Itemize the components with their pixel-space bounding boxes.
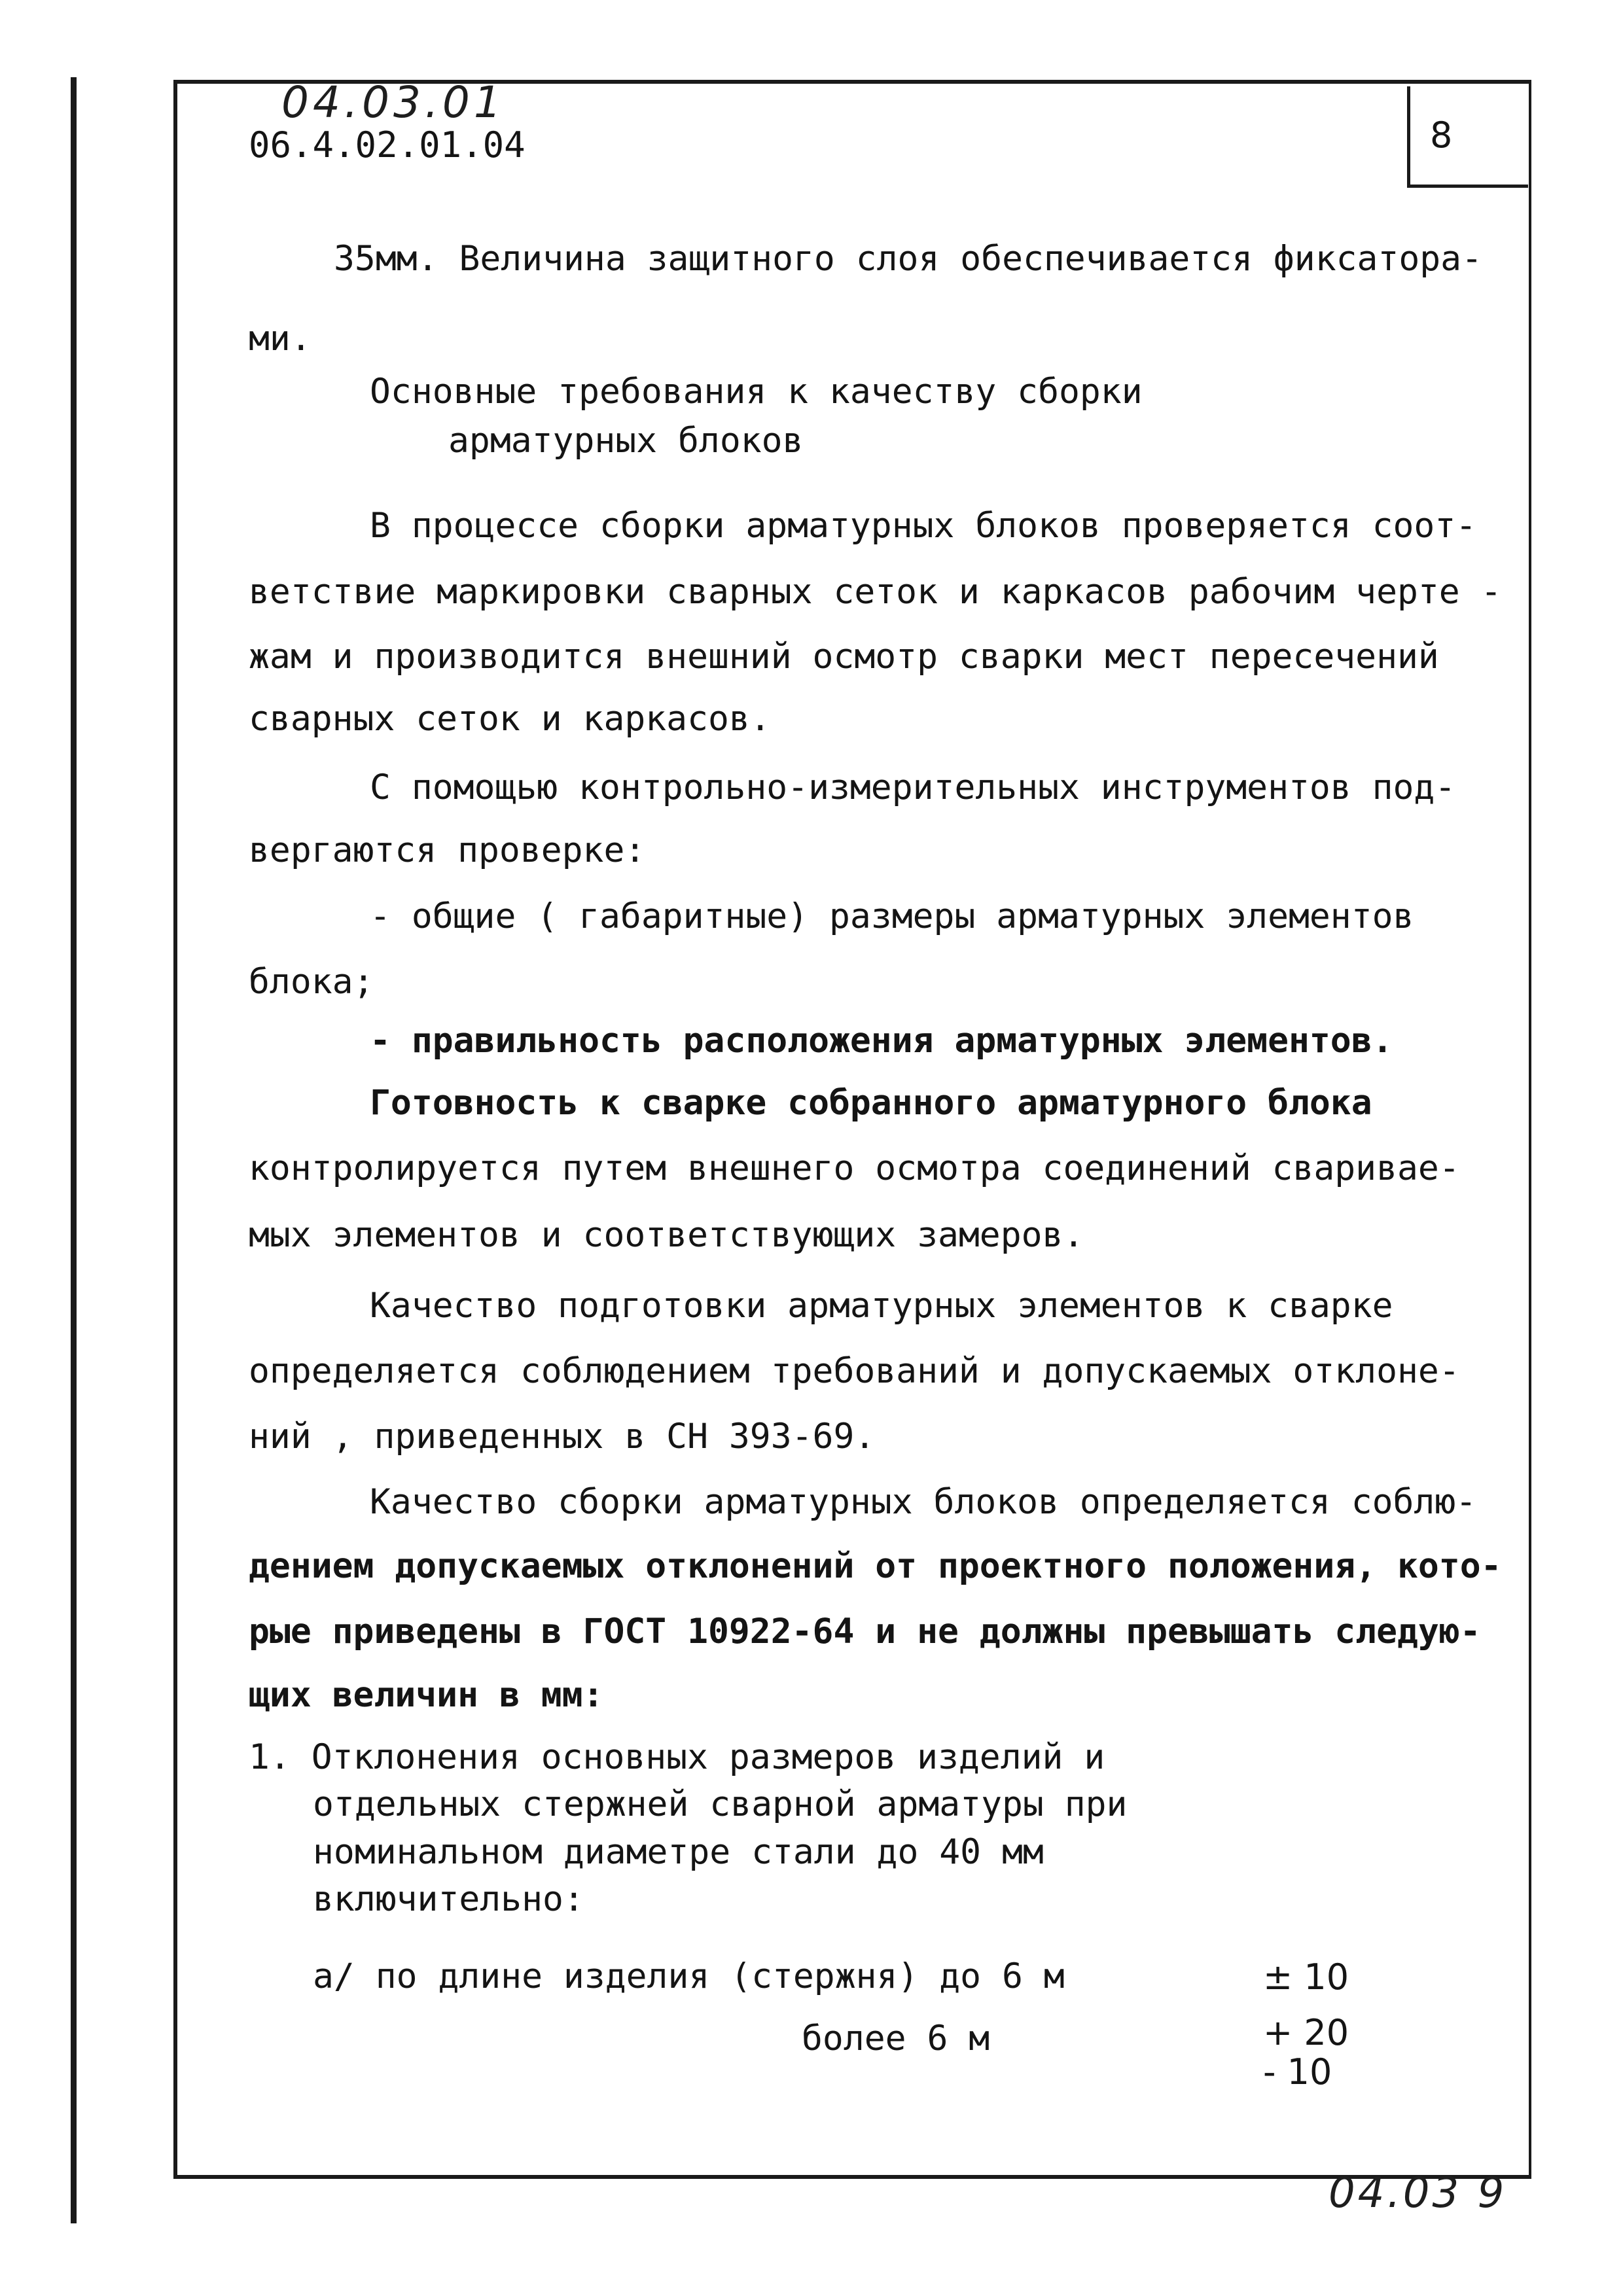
page-number-box	[1407, 86, 1528, 188]
list-item: - правильность расположения арматурных элементов.	[370, 1021, 1393, 1061]
tolerance-value-minus: - 10	[1263, 2051, 1332, 2093]
text-line: мых элементов и соответствующих замеров.	[249, 1215, 1084, 1255]
text-line: щих величин в мм:	[249, 1675, 604, 1715]
text-line: ний , приведенных в СН 393-69.	[249, 1417, 876, 1457]
text-line: ветствие маркировки сварных сеток и каркасов рабочим черте -	[249, 572, 1502, 612]
text-line: 35мм. Величина защитного слоя обеспечивается фиксатора-	[334, 239, 1482, 279]
text-line: Качество сборки арматурных блоков определяется соблю-	[370, 1482, 1477, 1522]
list-item: - общие ( габаритные) размеры арматурных элементов	[370, 896, 1414, 936]
text-line: С помощью контрольно-измерительных инструментов под-	[370, 768, 1456, 807]
document-code: 06.4.02.01.04	[249, 124, 526, 166]
numbered-item: 1. Отклонения основных размеров изделий и	[249, 1737, 1105, 1777]
numbered-item-line: отдельных стержней сварной арматуры при	[313, 1784, 1128, 1824]
text-line: Качество подготовки арматурных элементов к сварке	[370, 1286, 1393, 1326]
section-heading: арматурных блоков	[448, 421, 804, 461]
text-line: вергаются проверке:	[249, 830, 646, 870]
text-line: сварных сеток и каркасов.	[249, 699, 771, 739]
handwritten-code: 04.03.01	[281, 77, 505, 128]
handwritten-reference: 04.03 9	[1329, 2169, 1507, 2217]
text-line: дением допускаемых отклонений от проектного положения, кото-	[249, 1546, 1502, 1586]
section-heading: Основные требования к качеству сборки	[370, 372, 1143, 412]
tolerance-label: более 6 м	[802, 2019, 990, 2058]
text-line: контролируется путем внешнего осмотра соединений сваривае-	[249, 1148, 1460, 1188]
text-line: рые приведены в ГОСТ 10922-64 и не должны превышать следую-	[249, 1612, 1481, 1651]
text-line: Готовность к сварке собранного арматурного блока	[370, 1083, 1372, 1123]
page-number: 8	[1430, 115, 1453, 156]
text-line: В процессе сборки арматурных блоков проверяется соот-	[370, 506, 1477, 546]
numbered-item-line: включительно:	[313, 1879, 584, 1919]
numbered-item-line: номинальном диаметре стали до 40 мм	[313, 1832, 1044, 1872]
list-item: блока;	[249, 962, 374, 1002]
binding-margin-line	[71, 77, 77, 2223]
text-line: ми.	[249, 319, 312, 359]
tolerance-value: ± 10	[1263, 1956, 1349, 1998]
tolerance-label: а/ по длине изделия (стержня) до 6 м	[313, 1956, 1065, 1996]
text-line: жам и производится внешний осмотр сварки мест пересечений	[249, 637, 1439, 677]
text-line: определяется соблюдением требований и допускаемых отклоне-	[249, 1351, 1460, 1391]
tolerance-value-plus: + 20	[1263, 2012, 1349, 2053]
